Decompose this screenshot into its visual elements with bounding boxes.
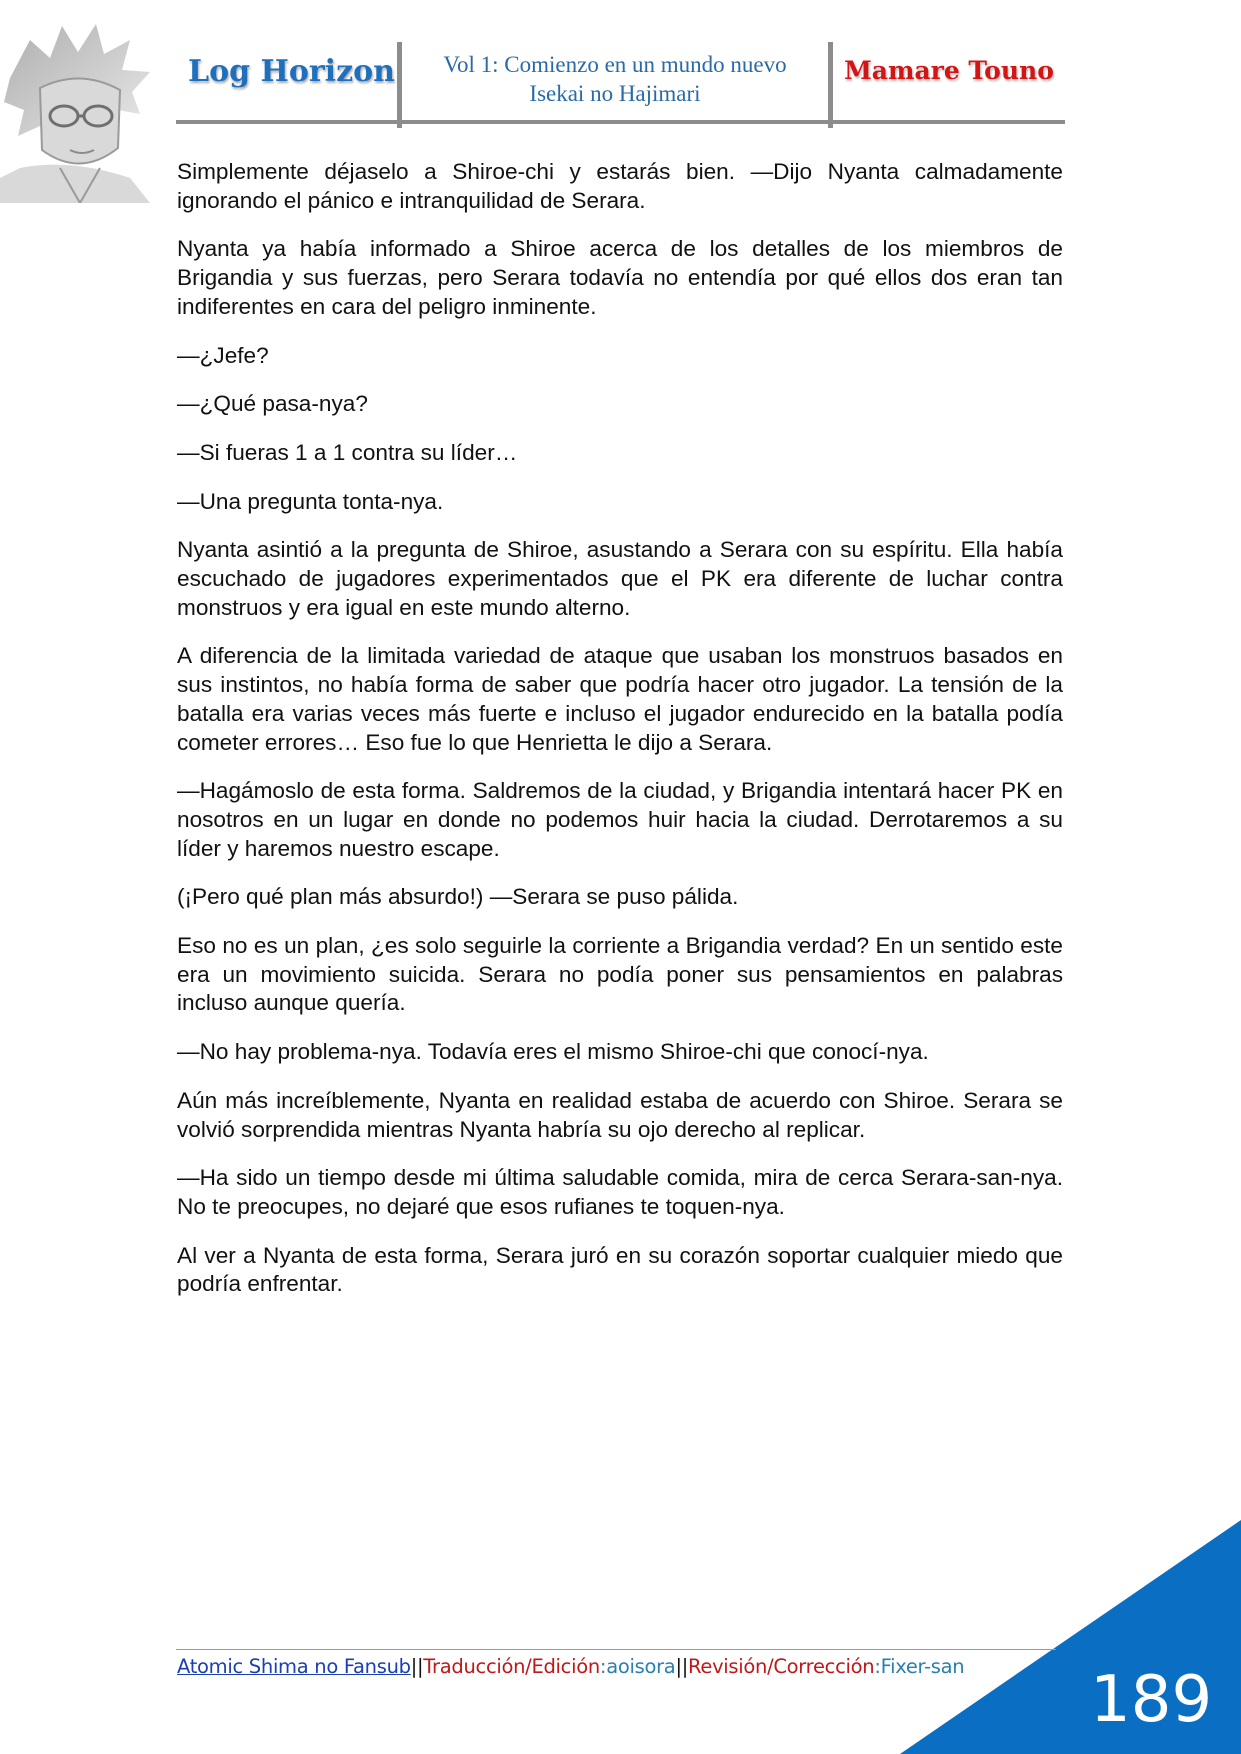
page-number: 189 (1090, 1663, 1213, 1737)
series-title: Log Horizon (188, 54, 395, 89)
paragraph: Al ver a Nyanta de esta forma, Serara juró en su corazón soportar cualquier miedo que podría enfrentar. (177, 1242, 1063, 1297)
paragraph: —Una pregunta tonta-nya. (177, 488, 444, 514)
paragraph: Nyanta asintió a la pregunta de Shiroe, asustando a Serara con su espíritu. Ella había escuchado de jugadores experimentados que el PK era diferente de luchar contra monstruos y era igual en este mundo alterno. (177, 537, 1063, 620)
credits-separator: || (675, 1655, 688, 1678)
paragraph: (¡Pero qué plan más absurdo!) —Serara se puso pálida. (177, 884, 739, 910)
translation-role: Traducción/Edición (423, 1655, 600, 1678)
translator-name: aoisora (606, 1655, 676, 1678)
review-role: Revisión/Corrección (688, 1655, 875, 1678)
paragraph: A diferencia de la limitada variedad de ataque que usaban los monstruos basados en sus instintos, no había forma de saber que podría hacer otro jugador. La tensión de la batalla era varias veces más fuerte e incluso el jugador endurecido en la batalla podía cometer errores… Eso fue lo que Henrietta le dijo a Serara. (177, 643, 1063, 755)
author-name: Mamare Touno (844, 56, 1054, 85)
reviewer-name: Fixer-san (880, 1655, 965, 1678)
paragraph: Eso no es un plan, ¿es solo seguirle la corriente a Brigandia verdad? En un sentido este era un movimiento suicida. Serara no podía poner sus pensamientos en palabras incluso aunque quería. (177, 933, 1063, 1016)
footer-rule (176, 1649, 1056, 1650)
paragraph: —¿Qué pasa-nya? (177, 391, 368, 417)
paragraph: —Si fueras 1 a 1 contra su líder… (177, 439, 518, 465)
volume-subtitle-line: Isekai no Hajimari (529, 81, 701, 106)
volume-title-line: Vol 1: Comienzo en un mundo nuevo (443, 52, 787, 77)
paragraph: Aún más increíblemente, Nyanta en realidad estaba de acuerdo con Shiroe. Serara se volvió sorprendida mientras Nyanta habría su ojo derecho al replicar. (177, 1087, 1063, 1142)
credits-colon: : (599, 1655, 607, 1678)
fansub-link[interactable]: Atomic Shima no Fansub (177, 1655, 411, 1678)
paragraph: Simplemente déjaselo a Shiroe-chi y estarás bien. —Dijo Nyanta calmadamente ignorando el pánico e intranquilidad de Serara. (177, 159, 1063, 213)
paragraph: —Hagámoslo de esta forma. Saldremos de la ciudad, y Brigandia intentará hacer PK en nosotros en un lugar en donde no podemos huir hacia la ciudad. Derrotaremos a su líder y haremos nuestro escape. (177, 778, 1063, 861)
paragraph: —¿Jefe? (177, 342, 269, 368)
credits-separator: || (410, 1655, 424, 1678)
paragraph: Nyanta ya había informado a Shiroe acerca de los detalles de los miembros de Brigandia y sus fuerzas, pero Serara todavía no entendía por qué ellos dos eran tan indiferentes en cara del peligro inminente. (177, 236, 1063, 319)
paragraph: —Ha sido un tiempo desde mi última saludable comida, mira de cerca Serara-san-nya. No te preocupes, no dejaré que esos rufianes te toquen-nya. (177, 1165, 1063, 1219)
credits-colon: : (874, 1655, 881, 1678)
paragraph: —No hay problema-nya. Todavía eres el mismo Shiroe-chi que conocí-nya. (177, 1039, 929, 1065)
footer-credits (177, 1655, 964, 1678)
